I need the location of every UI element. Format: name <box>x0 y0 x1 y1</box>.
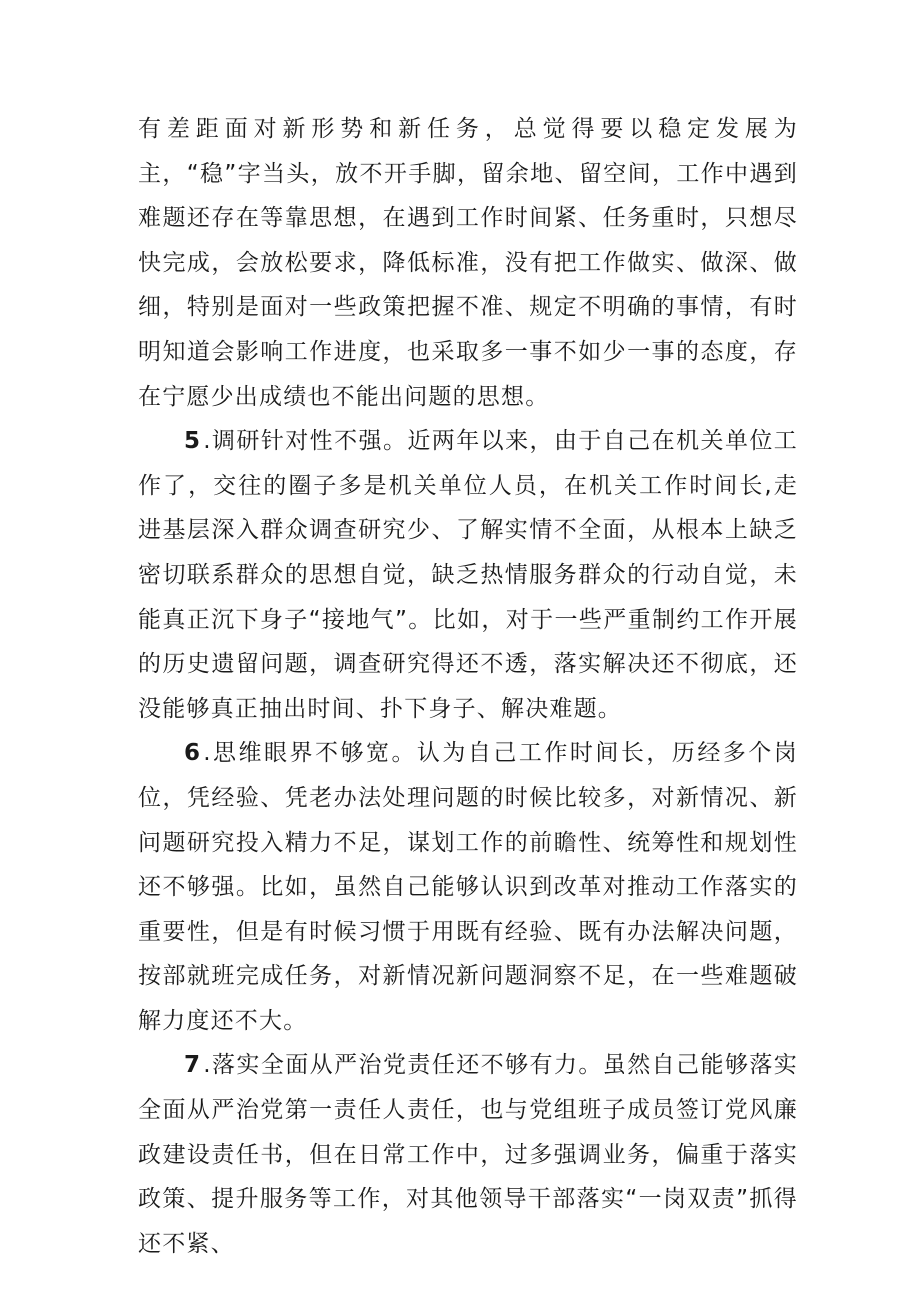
paragraph-item-5 <box>138 419 798 731</box>
paragraph-item-6 <box>138 731 798 1043</box>
paragraph-item-7 <box>138 1043 798 1266</box>
paragraph-continuation <box>138 107 798 419</box>
paragraph-text: .落实全面从严治党责任还不够有力。虽然自己能够落实全面从严治党第一责任人责任，也与党组班子成员签订党风廉政建设责任书，但在日常工作中，过多强调业务，偏重于落实政策、提升服务等工作，对其他领导干部落实“一岗双责”抓得还不紧、 <box>138 1052 798 1257</box>
document-body <box>138 107 798 1266</box>
paragraph-text: 有差距面对新形势和新任务，总觉得要以稳定发展为主，“稳”字当头，放不开手脚，留余地、留空间，工作中遇到难题还存在等靠思想，在遇到工作时间紧、任务重时，只想尽快完成，会放松要求，降低标准，没有把工作做实、做深、做细，特别是面对一些政策把握不准、规定不明确的事情，有时明知道会影响工作进度，也采取多一事不如少一事的态度，存在宁愿少出成绩也不能出问题的思想。 <box>138 116 798 410</box>
paragraph-number: 5 <box>184 428 202 455</box>
paragraph-number: 6 <box>184 740 202 767</box>
paragraph-text: .思维眼界不够宽。认为自己工作时间长，历经多个岗位，凭经验、凭老办法处理问题的时候比较多，对新情况、新问题研究投入精力不足，谋划工作的前瞻性、统筹性和规划性还不够强。比如，虽然自己能够认识到改革对推动工作落实的重要性，但是有时候习惯于用既有经验、既有办法解决问题，按部就班完成任务，对新情况新问题洞察不足，在一些难题破解力度还不大。 <box>138 740 798 1034</box>
paragraph-number: 7 <box>184 1052 202 1079</box>
paragraph-text: .调研针对性不强。近两年以来，由于自己在机关单位工作了，交往的圈子多是机关单位人员，在机关工作时间长,走进基层深入群众调查研究少、了解实情不全面，从根本上缺乏密切联系群众的思想自觉，缺乏热情服务群众的行动自觉，未能真正沉下身子“接地气”。比如，对于一些严重制约工作开展的历史遗留问题，调查研究得还不透，落实解决还不彻底，还没能够真正抽出时间、扑下身子、解决难题。 <box>138 428 798 722</box>
